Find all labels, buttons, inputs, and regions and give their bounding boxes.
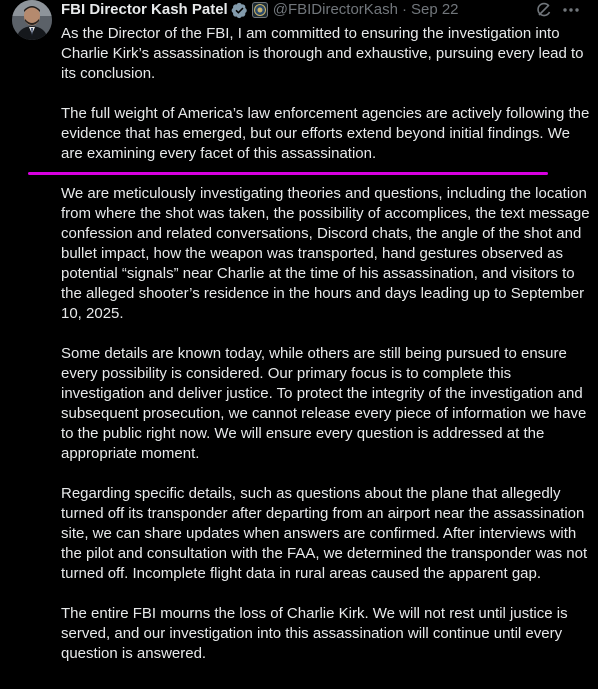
post-header bbox=[61, 0, 459, 20]
display-name[interactable]: FBI Director Kash Patel bbox=[61, 1, 228, 18]
post-text bbox=[61, 24, 591, 684]
more-options-icon[interactable] bbox=[561, 1, 581, 19]
avatar[interactable] bbox=[12, 0, 52, 40]
affiliation-badge-icon[interactable] bbox=[252, 2, 268, 18]
post-paragraph-4: Some details are known today, while others are still being pursued to ensure every possibility is considered. Our primary focus is to complete this investigation and deliver justice. To protect the integrity of the investigation and subsequent prosecution, we cannot release every piece of information we have to the public right now. We will ensure every question is addressed at the appropriate moment. bbox=[61, 345, 587, 462]
handle[interactable]: @FBIDirectorKash bbox=[272, 1, 398, 18]
post-paragraph-6: The entire FBI mourns the loss of Charlie Kirk. We will not rest until justice is served, and our investigation into this assassination will continue until every question is answered. bbox=[61, 605, 568, 662]
post-paragraph-5: Regarding specific details, such as questions about the plane that allegedly turned off its transponder after departing from an airport near the assassination site, we can share updates when answers are confirmed. After interviews with the pilot and consultation with the FAA, we determined the transponder was not turned off. Incomplete flight data in rural areas caused the apparent gap. bbox=[61, 485, 588, 582]
highlight-divider-line bbox=[28, 172, 548, 175]
post-paragraph-3: We are meticulously investigating theories and questions, including the location from where the shot was taken, the possibility of accomplices, the text message confession and related conversations, Discord chats, the angle of the shot and bullet impact, how the weapon was transported, hand gestures observed as potential “signals” near Charlie at the time of his assassination, and visitors to the alleged shooter’s residence in the hours and days leading up to September 10, 2025. bbox=[61, 185, 590, 322]
grok-icon[interactable] bbox=[535, 1, 553, 19]
post-paragraph-1: As the Director of the FBI, I am committed to ensuring the investigation into Charlie Kirk’s assassination is thorough and exhaustive, pursuing every lead to its conclusion. bbox=[61, 25, 584, 82]
post-date[interactable]: Sep 22 bbox=[410, 1, 459, 18]
avatar-image bbox=[12, 0, 52, 40]
thread-line bbox=[31, 44, 33, 684]
post-paragraph-2: The full weight of America’s law enforcement agencies are actively following the evidence that has emerged, but our efforts extend beyond initial findings. We are examining every facet of this assassination. bbox=[61, 105, 590, 162]
verified-badge-icon[interactable] bbox=[231, 2, 248, 19]
separator-dot: · bbox=[401, 1, 407, 18]
